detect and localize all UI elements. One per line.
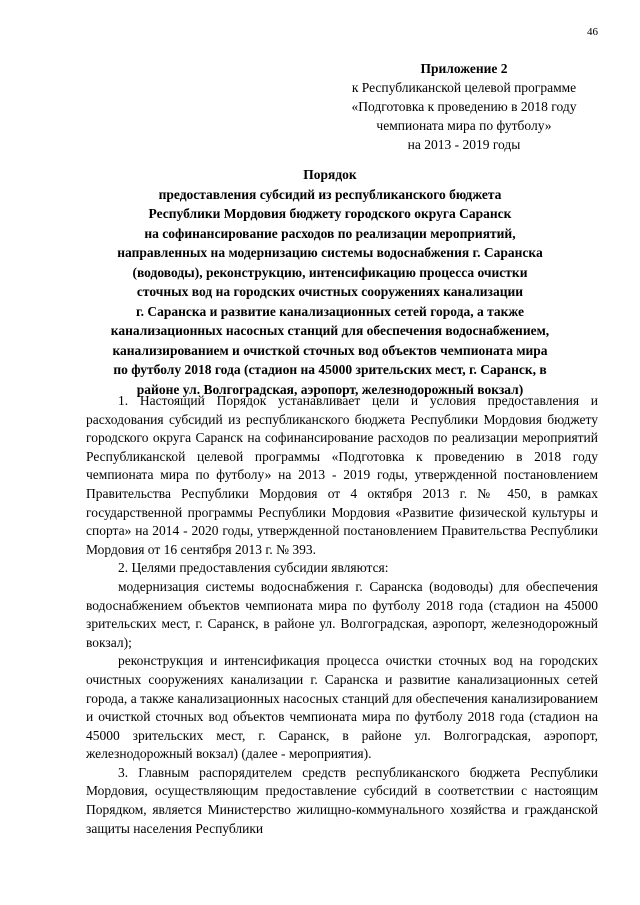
paragraph-goal-1: модернизация системы водоснабжения г. Саранска (водоводы) для обеспечения водоснабжением объектов чемпионата мира по футболу 2018 года (стадион на 45000 зрительских мест, г. Саранск, в районе ул. Волгоградская, аэропорт, железнодорожный вокзал); bbox=[86, 578, 598, 650]
order-title: Порядок bbox=[303, 167, 357, 182]
order-title-block bbox=[70, 165, 590, 399]
appendix-line: «Подготовка к проведению в 2018 году bbox=[351, 99, 577, 114]
appendix-line: на 2013 - 2019 годы bbox=[407, 137, 521, 152]
appendix-header bbox=[320, 59, 608, 154]
paragraph-1: 1. Настоящий Порядок устанавливает цели и условия предоставления и расходования субсидий из республиканского бюджета Республики Мордовия бюджету городского округа Саранск на софинансирование расходов по реализации мероприятий Республиканской целевой программы «Подготовка к проведению в 2018 году чемпионата мира по футболу» на 2013 - 2019 годы, утвержденной постановлением Правительства Республики Мордовия от 4 октября 2013 г. № 450, в рамках государственной программы Республики Мордовия «Развитие физической культуры и спорта» на 2014 - 2020 годы, утвержденной постановлением Правительства Республики Мордовия от 16 сентября 2013 г. № 393. bbox=[86, 393, 598, 557]
order-title-line: сточных вод на городских очистных сооружениях канализации bbox=[136, 284, 524, 299]
order-title-line: предоставления субсидий из республиканского бюджета bbox=[158, 186, 502, 202]
order-title-line: по футболу 2018 года (стадион на 45000 зрительских мест, г. Саранск, в bbox=[113, 362, 547, 377]
order-title-line: районе ул. Волгоградская, аэропорт, железнодорожный вокзал) bbox=[136, 381, 524, 397]
document-body bbox=[86, 392, 598, 838]
order-title-line: (водоводы), реконструкцию, интенсификацию процесса очистки bbox=[132, 264, 528, 280]
paragraph-goal-2: реконструкция и интенсификация процесса очистки сточных вод на городских очистных сооружениях канализации г. Саранска и развитие канализационных сетей города, а также канализационных насосных станций для обеспечения канализированием и очисткой сточных вод объектов чемпионата мира по футболу 2018 года (стадион на 45000 зрительских мест, г. Саранск, в районе ул. Волгоградская, аэропорт, железнодорожный вокзал) (далее - мероприятия). bbox=[86, 653, 598, 762]
order-title-line: канализационных насосных станций для обеспечения водоснабжением, bbox=[110, 323, 550, 338]
paragraph-2: 2. Целями предоставления субсидии являются: bbox=[118, 560, 389, 576]
appendix-line: чемпионата мира по футболу» bbox=[376, 118, 552, 133]
page-number: 46 bbox=[587, 26, 598, 38]
order-title-line: Республики Мордовия бюджету городского округа Саранск bbox=[148, 206, 512, 221]
order-title-line: канализированием и очисткой сточных вод объектов чемпионата мира bbox=[112, 342, 548, 358]
appendix-title: Приложение 2 bbox=[420, 61, 508, 76]
paragraph-3: 3. Главным распорядителем средств республиканского бюджета Республики Мордовия, осуществляющим предоставление субсидий в соответствии с настоящим Порядком, является Министерство жилищно-коммунального хозяйства и гражданской защиты населения Республики bbox=[86, 764, 598, 836]
appendix-line: к Республиканской целевой программе bbox=[351, 80, 577, 95]
order-title-line: на софинансирование расходов по реализации мероприятий, bbox=[144, 225, 516, 241]
order-title-line: г. Саранска и развитие канализационных сетей города, а также bbox=[135, 303, 524, 319]
order-title-line: направленных на модернизацию системы водоснабжения г. Саранска bbox=[117, 245, 543, 260]
